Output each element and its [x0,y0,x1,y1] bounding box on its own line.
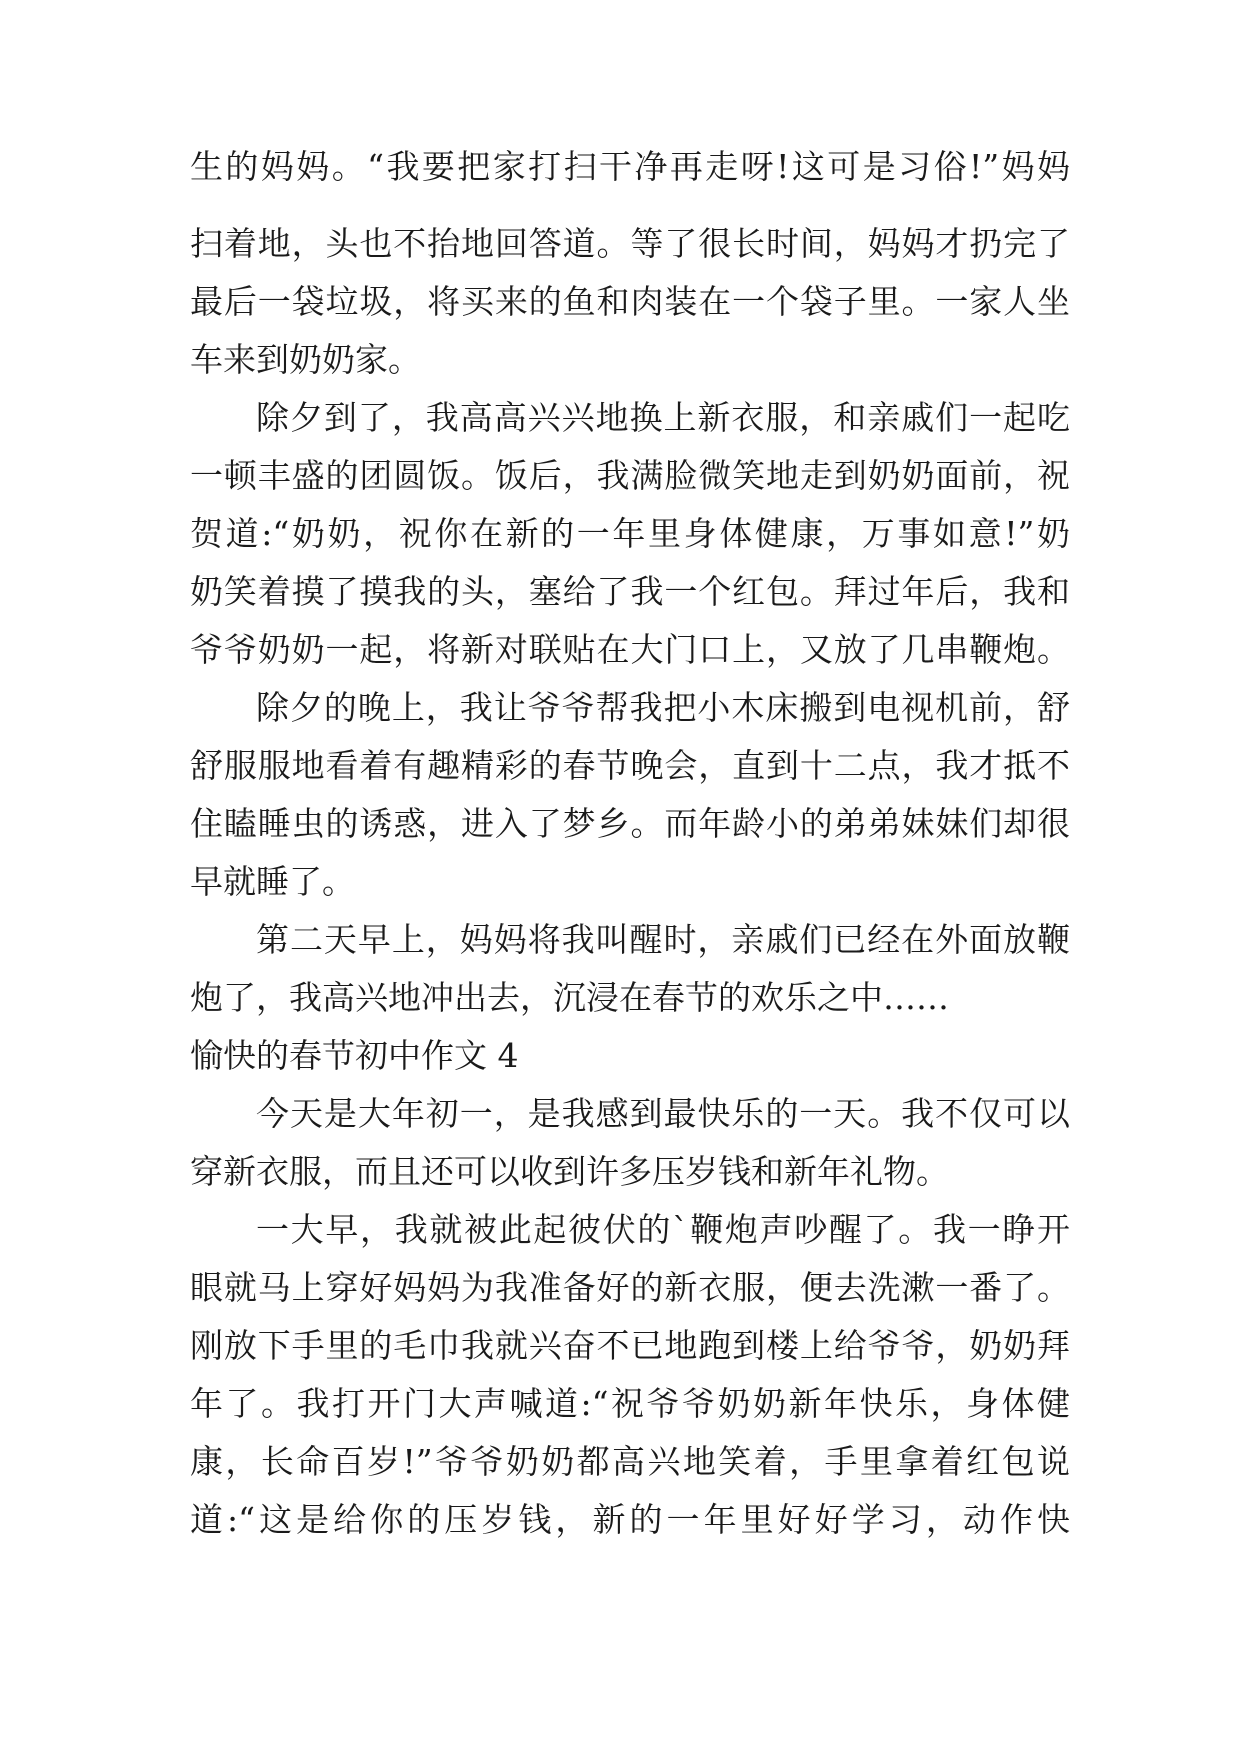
text-line: 穿新衣服，而且还可以收到许多压岁钱和新年礼物。 [190,1152,949,1191]
text-line: 一顿丰盛的团圆饭。饭后，我满脸微笑地走到奶奶面前，祝 [190,456,1070,495]
text-line: 道:“这是给你的压岁钱，新的一年里好好学习，动作快 [190,1500,1070,1539]
text-line: 眼就马上穿好妈妈为我准备好的新衣服，便去洗漱一番了。 [190,1268,1070,1307]
text-line: 生的妈妈。“我要把家打扫干净再走呀!这可是习俗!”妈妈 [190,147,1070,186]
section-heading: 愉快的春节初中作文 4 [190,1036,519,1075]
text-line: 奶笑着摸了摸我的头，塞给了我一个红包。拜过年后，我和 [190,572,1070,611]
text-line: 舒服服地看着有趣精彩的春节晚会，直到十二点，我才抵不 [190,746,1070,785]
text-line: 早就睡了。 [190,862,355,901]
text-line: 贺道:“奶奶，祝你在新的一年里身体健康，万事如意!”奶 [190,514,1070,553]
text-line: 康，长命百岁!”爷爷奶奶都高兴地笑着，手里拿着红包说 [190,1442,1070,1481]
text-line: 车来到奶奶家。 [190,340,421,379]
text-line: 年了。我打开门大声喊道:“祝爷爷奶奶新年快乐，身体健 [190,1384,1070,1423]
paragraph-first-line: 除夕到了，我高高兴兴地换上新衣服，和亲戚们一起吃 [256,398,1070,437]
paragraph-first-line: 今天是大年初一，是我感到最快乐的一天。我不仅可以 [256,1094,1070,1133]
paragraph-first-line: 一大早，我就被此起彼伏的`鞭炮声吵醒了。我一睁开 [256,1210,1070,1249]
paragraph-first-line: 第二天早上，妈妈将我叫醒时，亲戚们已经在外面放鞭 [256,920,1070,959]
text-line: 住瞌睡虫的诱惑，进入了梦乡。而年龄小的弟弟妹妹们却很 [190,804,1070,843]
text-line: 扫着地，头也不抬地回答道。等了很长时间，妈妈才扔完了 [190,224,1070,263]
text-line: 刚放下手里的毛巾我就兴奋不已地跑到楼上给爷爷，奶奶拜 [190,1326,1070,1365]
text-line: 爷爷奶奶一起，将新对联贴在大门口上，又放了几串鞭炮。 [190,630,1070,669]
text-line: 最后一袋垃圾，将买来的鱼和肉装在一个袋子里。一家人坐 [190,282,1070,321]
text-line: 炮了，我高兴地冲出去，沉浸在春节的欢乐之中…… [190,978,949,1017]
paragraph-first-line: 除夕的晚上，我让爷爷帮我把小木床搬到电视机前，舒 [256,688,1070,727]
